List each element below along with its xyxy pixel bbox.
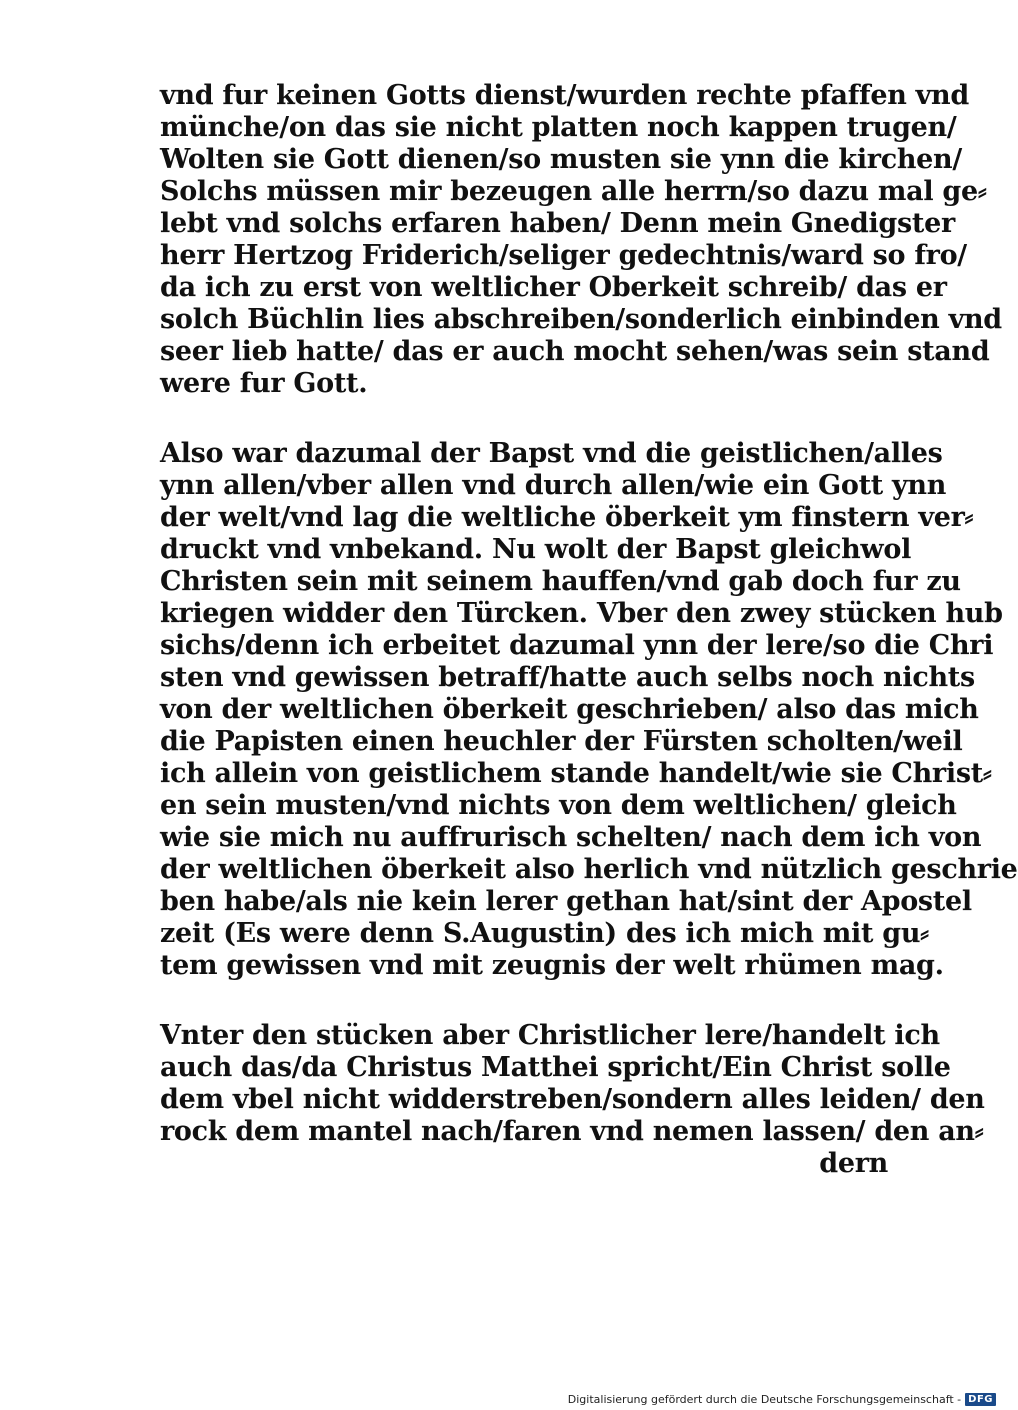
text-line: ben habe/als nie kein lerer gethan hat/sint der Apostel (160, 886, 972, 917)
text-line: wie sie mich nu auffrurisch schelten/ nach dem ich von (160, 822, 982, 853)
text-line: Christen sein mit seinem hauffen/vnd gab doch fur zu (160, 566, 961, 597)
text-line: Solchs müssen mir bezeugen alle herrn/so dazu mal ge⸗ (160, 176, 987, 207)
text-line: druckt vnd vnbekand. Nu wolt der Bapst gleichwol (160, 534, 912, 565)
text-line: der weltlichen öberkeit also herlich vnd nützlich geschrie (160, 854, 1018, 885)
text-line: lebt vnd solchs erfaren haben/ Denn mein Gnedigster (160, 208, 955, 239)
paragraph-2 (160, 438, 1018, 982)
text-line: rock dem mantel nach/faren vnd nemen lassen/ den an⸗ (160, 1116, 984, 1147)
text-line: sichs/denn ich erbeitet dazumal ynn der lere/so die Chri (160, 630, 994, 661)
digitization-footer (568, 1390, 1000, 1410)
text-line: da ich zu erst von weltlicher Oberkeit schreib/ das er (160, 272, 947, 303)
text-line: der welt/vnd lag die weltliche öberkeit ym finstern ver⸗ (160, 502, 974, 533)
text-line: die Papisten einen heuchler der Fürsten scholten/weil (160, 726, 963, 757)
text-line: seer lieb hatte/ das er auch mocht sehen/was sein stand (160, 336, 990, 367)
text-line: zeit (Es were denn S.Augustin) des ich mich mit gu⸗ (160, 918, 929, 949)
text-line: herr Hertzog Friderich/seliger gedechtnis/ward so fro/ (160, 240, 967, 271)
text-line: ich allein von geistlichem stande handelt/wie sie Christ⸗ (160, 758, 992, 789)
text-line: auch das/da Christus Matthei spricht/Ein Christ solle (160, 1052, 951, 1083)
paragraph-3 (160, 1020, 985, 1180)
catchword: dern (819, 1148, 888, 1179)
funding-notice: Digitalisierung gefördert durch die Deutsche Forschungsgemeinschaft - (567, 1392, 962, 1406)
text-line: Vnter den stücken aber Christlicher lere/handelt ich (160, 1020, 940, 1051)
text-line: dem vbel nicht widderstreben/sondern alles leiden/ den (160, 1084, 985, 1115)
text-line: münche/on das sie nicht platten noch kappen trugen/ (160, 112, 957, 143)
text-line: sten vnd gewissen betraff/hatte auch selbs noch nichts (160, 662, 975, 693)
paragraph-1 (160, 80, 1002, 400)
text-line: vnd fur keinen Gotts dienst/wurden rechte pfaffen vnd (160, 80, 969, 111)
text-line: Wolten sie Gott dienen/so musten sie ynn die kirchen/ (160, 144, 962, 175)
text-line: ynn allen/vber allen vnd durch allen/wie ein Gott ynn (160, 470, 947, 501)
dfg-logo: DFG (965, 1393, 996, 1406)
text-line: Also war dazumal der Bapst vnd die geistlichen/alles (160, 438, 943, 469)
text-line: en sein musten/vnd nichts von dem weltlichen/ gleich (160, 790, 957, 821)
text-line: solch Büchlin lies abschreiben/sonderlich einbinden vnd (160, 304, 1002, 335)
text-line: kriegen widder den Türcken. Vber den zwey stücken hub (160, 598, 1003, 629)
text-line: tem gewissen vnd mit zeugnis der welt rhümen mag. (160, 950, 944, 981)
text-line: von der weltlichen öberkeit geschrieben/ also das mich (160, 694, 979, 725)
text-line: were fur Gott. (160, 368, 368, 399)
